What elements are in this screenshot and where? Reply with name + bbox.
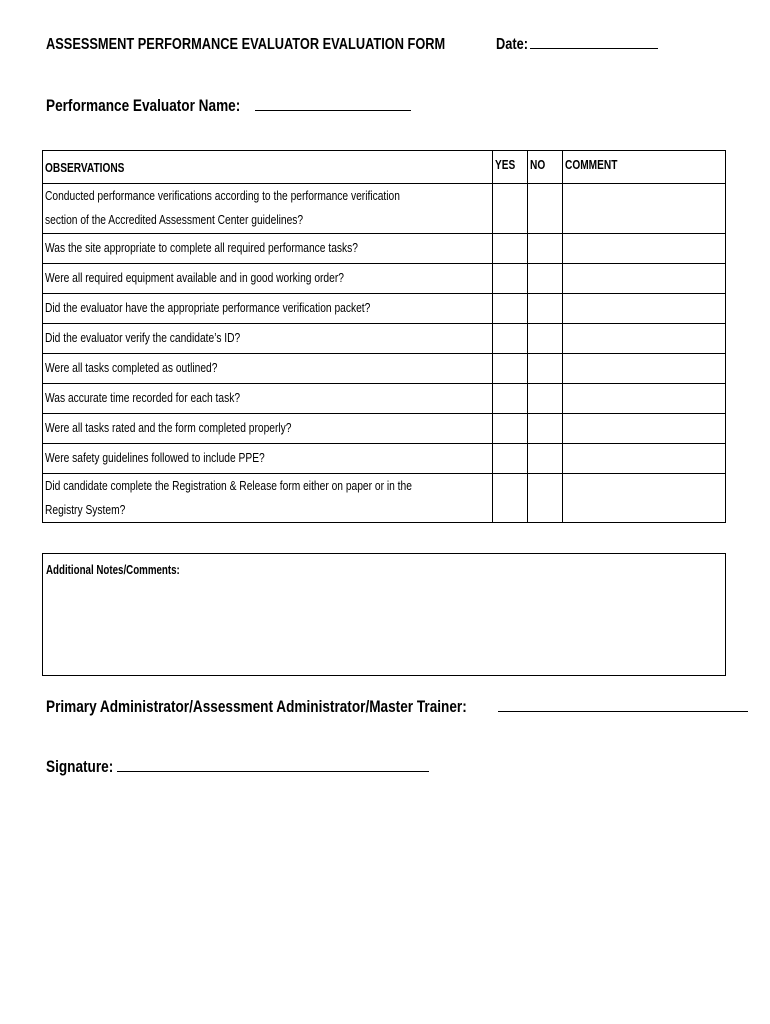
comment-cell[interactable] <box>563 324 726 354</box>
no-cell[interactable] <box>528 234 563 264</box>
table-row <box>43 184 726 234</box>
comment-cell[interactable] <box>563 384 726 414</box>
table-row <box>43 414 726 444</box>
observations-table <box>42 150 726 523</box>
no-cell[interactable] <box>528 354 563 384</box>
no-cell[interactable] <box>528 414 563 444</box>
comment-cell[interactable] <box>563 474 726 523</box>
table-row <box>43 234 726 264</box>
form-title: ASSESSMENT PERFORMANCE EVALUATOR EVALUATION FORM <box>46 36 446 53</box>
administrator-field <box>46 697 748 717</box>
administrator-line[interactable] <box>498 699 748 712</box>
yes-cell[interactable] <box>493 324 528 354</box>
comment-cell[interactable] <box>563 264 726 294</box>
table-row <box>43 264 726 294</box>
table-row <box>43 384 726 414</box>
question-cell: Were all required equipment available and in good working order? <box>43 264 493 294</box>
table-row <box>43 474 726 523</box>
signature-field <box>46 757 429 777</box>
question-cell: Were safety guidelines followed to include PPE? <box>43 444 493 474</box>
question-cell: Did the evaluator verify the candidate’s ID? <box>43 324 493 354</box>
yes-cell[interactable] <box>493 384 528 414</box>
table-row <box>43 444 726 474</box>
yes-cell[interactable] <box>493 474 528 523</box>
signature-line[interactable] <box>117 759 429 772</box>
evaluator-name-field <box>46 96 411 116</box>
no-cell[interactable] <box>528 444 563 474</box>
yes-cell[interactable] <box>493 354 528 384</box>
comment-cell[interactable] <box>563 184 726 234</box>
comment-cell[interactable] <box>563 354 726 384</box>
date-line[interactable] <box>530 36 658 49</box>
table-row <box>43 324 726 354</box>
yes-cell[interactable] <box>493 414 528 444</box>
observations-header: OBSERVATIONS <box>43 151 493 184</box>
yes-cell[interactable] <box>493 234 528 264</box>
table-row <box>43 294 726 324</box>
question-cell: Were all tasks completed as outlined? <box>43 354 493 384</box>
additional-notes-box[interactable] <box>42 553 726 676</box>
comment-cell[interactable] <box>563 234 726 264</box>
date-label: Date: <box>496 36 529 53</box>
table-row <box>43 354 726 384</box>
question-cell: Conducted performance verifications according to the performance verification section of the Accredited Assessment Center guidelines? <box>43 184 493 234</box>
evaluator-name-line[interactable] <box>255 98 411 111</box>
administrator-label: Primary Administrator/Assessment Administrator/Master Trainer: <box>46 697 467 716</box>
comment-header: COMMENT <box>563 151 726 184</box>
date-field <box>496 36 658 54</box>
yes-cell[interactable] <box>493 264 528 294</box>
table-header-row <box>43 151 726 184</box>
question-cell: Did the evaluator have the appropriate performance verification packet? <box>43 294 493 324</box>
no-cell[interactable] <box>528 324 563 354</box>
yes-header: YES <box>493 151 528 184</box>
question-cell: Were all tasks rated and the form completed properly? <box>43 414 493 444</box>
no-cell[interactable] <box>528 264 563 294</box>
comment-cell[interactable] <box>563 294 726 324</box>
question-cell: Was accurate time recorded for each task? <box>43 384 493 414</box>
comment-cell[interactable] <box>563 444 726 474</box>
question-cell: Did candidate complete the Registration & Release form either on paper or in the Registry System? <box>43 474 493 523</box>
no-cell[interactable] <box>528 474 563 523</box>
no-cell[interactable] <box>528 384 563 414</box>
yes-cell[interactable] <box>493 294 528 324</box>
evaluator-name-label: Performance Evaluator Name: <box>46 96 241 115</box>
no-cell[interactable] <box>528 294 563 324</box>
question-cell: Was the site appropriate to complete all required performance tasks? <box>43 234 493 264</box>
yes-cell[interactable] <box>493 444 528 474</box>
signature-label: Signature: <box>46 757 114 776</box>
no-header: NO <box>528 151 563 184</box>
comment-cell[interactable] <box>563 414 726 444</box>
yes-cell[interactable] <box>493 184 528 234</box>
no-cell[interactable] <box>528 184 563 234</box>
additional-notes-label: Additional Notes/Comments: <box>46 563 180 577</box>
